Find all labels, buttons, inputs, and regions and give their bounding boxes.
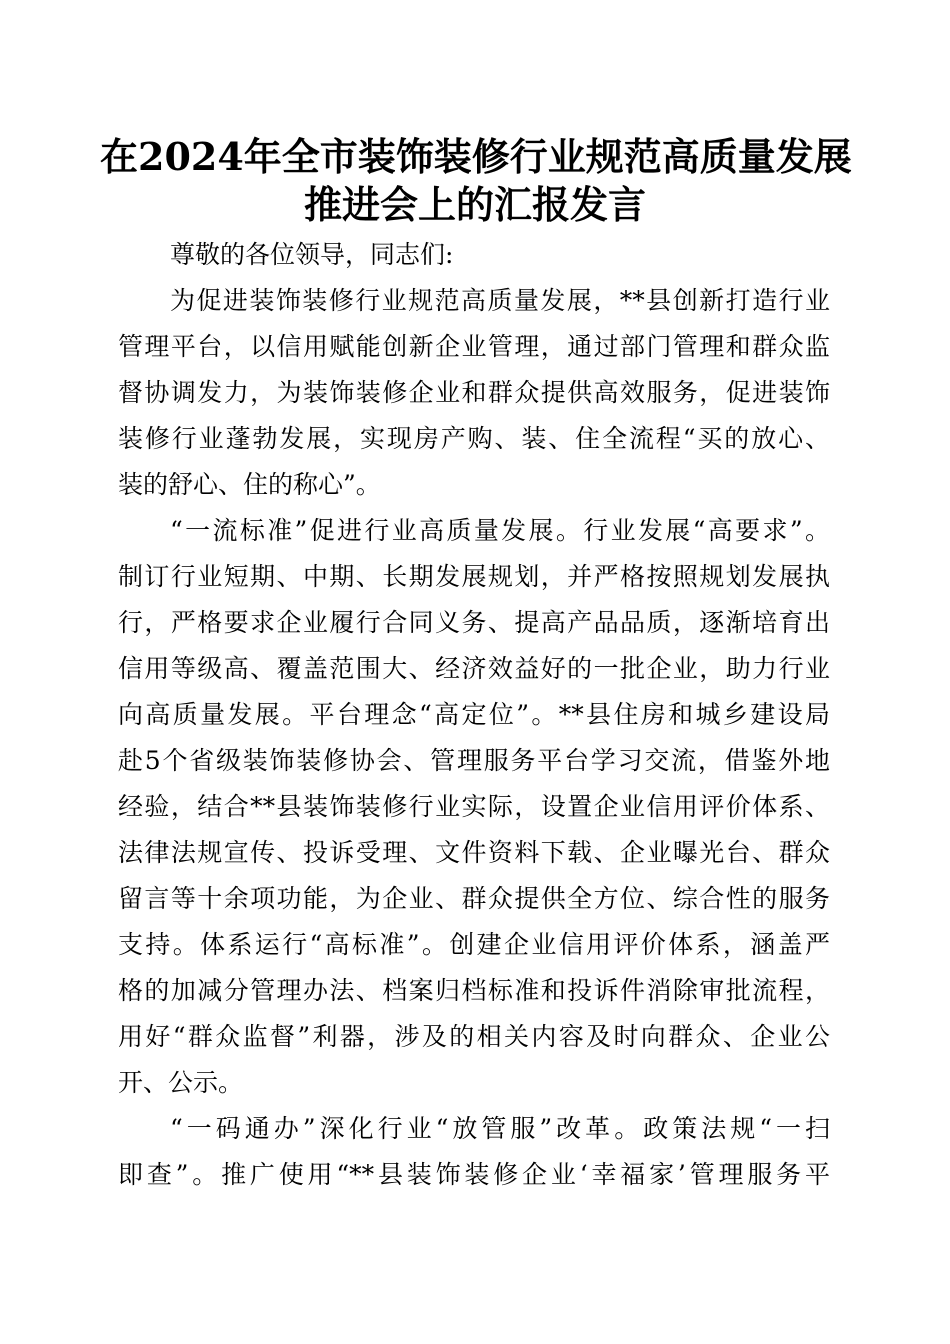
paragraph-line: 开、公示。 xyxy=(118,1068,244,1097)
paragraph-line: 赴5个省级装饰装修协会、管理服务平台学习交流，借鉴外地 xyxy=(118,746,830,775)
paragraph-line: 行，严格要求企业履行合同义务、提高产品品质，逐渐培育出 xyxy=(118,608,830,637)
paragraph-line: 支持。体系运行“高标准”。创建企业信用评价体系，涵盖严 xyxy=(118,930,830,959)
paragraph-line: 管理平台，以信用赋能创新企业管理，通过部门管理和群众监 xyxy=(118,332,830,361)
paragraph-line: “一码通办”深化行业“放管服”改革。政策法规“一扫 xyxy=(170,1114,830,1143)
paragraph-line: 为促进装饰装修行业规范高质量发展，**县创新打造行业 xyxy=(170,286,830,315)
paragraph-line: 格的加减分管理办法、档案归档标准和投诉件消除审批流程， xyxy=(118,976,830,1005)
paragraph-line: 装的舒心、住的称心”。 xyxy=(118,470,381,499)
paragraph-line: 督协调发力，为装饰装修企业和群众提供高效服务，促进装饰 xyxy=(118,378,830,407)
paragraph-line: 制订行业短期、中期、长期发展规划，并严格按照规划发展执 xyxy=(118,562,830,591)
paragraph-line: 向高质量发展。平台理念“高定位”。**县住房和城乡建设局 xyxy=(118,700,830,729)
paragraph-line: 信用等级高、覆盖范围大、经济效益好的一批企业，助力行业 xyxy=(118,654,830,683)
paragraph-line: 装修行业蓬勃发展，实现房产购、装、住全流程“买的放心、 xyxy=(118,424,830,453)
paragraph-line: “一流标准”促进行业高质量发展。行业发展“高要求”。 xyxy=(170,516,830,545)
salutation: 尊敬的各位领导，同志们: xyxy=(170,240,454,269)
document-title-line-2: 推进会上的汇报发言 xyxy=(303,182,646,227)
paragraph-line: 经验，结合**县装饰装修行业实际，设置企业信用评价体系、 xyxy=(118,792,830,821)
paragraph-line: 用好“群众监督”利器，涉及的相关内容及时向群众、企业公 xyxy=(118,1022,830,1051)
document-title-line-1: 在2024年全市装饰装修行业规范高质量发展 xyxy=(100,134,852,179)
paragraph-line: 即查”。推广使用“**县装饰装修企业‘幸福家’管理服务平 xyxy=(118,1160,830,1189)
paragraph-line: 留言等十余项功能，为企业、群众提供全方位、综合性的服务 xyxy=(118,884,830,913)
document-body xyxy=(118,232,830,1198)
paragraph-line: 法律法规宣传、投诉受理、文件资料下载、企业曝光台、群众 xyxy=(118,838,830,867)
